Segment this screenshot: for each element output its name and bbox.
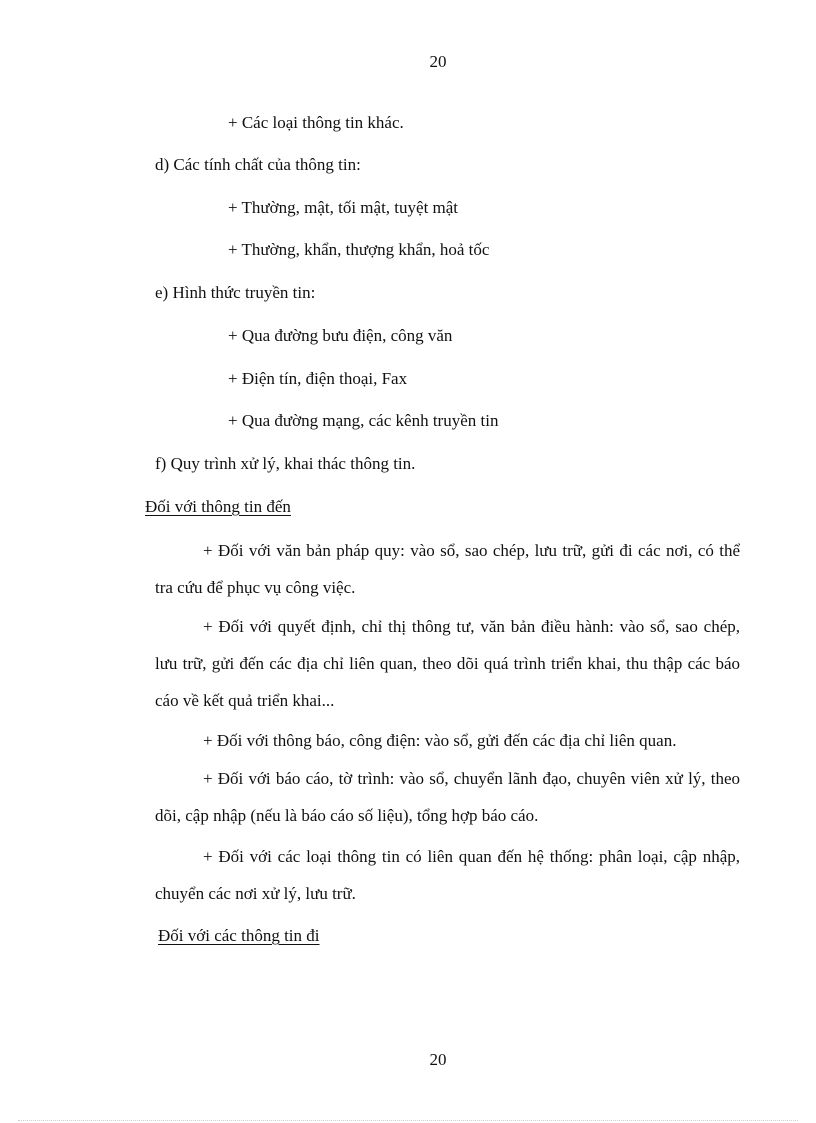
paragraph-text: + Đối với báo cáo, tờ trình: vào sổ, chuyển lãnh đạo, chuyên viên xử lý, theo dõi, cập nhập (nếu là báo cáo số liệu), tổng hợp báo cáo. xyxy=(155,769,740,825)
page-bottom-divider xyxy=(18,1120,798,1121)
bullet-urgency-levels: + Thường, khẩn, thượng khẩn, hoả tốc xyxy=(228,240,490,259)
paragraph-reports xyxy=(155,760,740,834)
paragraph-legal-docs xyxy=(155,532,740,606)
paragraph-text: + Đối với thông báo, công điện: vào sổ, gửi đến các địa chỉ liên quan. xyxy=(203,731,677,750)
page-number-header: 20 xyxy=(429,52,447,71)
heading-f-process: f) Quy trình xử lý, khai thác thông tin. xyxy=(155,454,416,473)
page-number-footer: 20 xyxy=(429,1050,447,1069)
heading-e-transmission: e) Hình thức truyền tin: xyxy=(155,283,316,302)
paragraph-decisions xyxy=(155,608,740,719)
paragraph-notices xyxy=(155,722,740,759)
paragraph-text: + Đối với quyết định, chỉ thị thông tư, văn bản điều hành: vào sổ, sao chép, lưu trữ, gửi đến các địa chỉ liên quan, theo dõi quá trình triển khai, thu thập các báo cáo về kết quả triển khai... xyxy=(155,617,740,710)
bullet-network: + Qua đường mạng, các kênh truyền tin xyxy=(228,411,499,430)
section-heading-incoming: Đối với thông tin đến xyxy=(145,497,291,516)
heading-d-properties: d) Các tính chất của thông tin: xyxy=(155,155,361,174)
bullet-other-info: + Các loại thông tin khác. xyxy=(228,113,404,132)
paragraph-system-info xyxy=(155,838,740,912)
paragraph-text: + Đối với văn bản pháp quy: vào sổ, sao chép, lưu trữ, gửi đi các nơi, có thể tra cứu để phục vụ công việc. xyxy=(155,541,740,597)
bullet-secrecy-levels: + Thường, mật, tối mật, tuyệt mật xyxy=(228,198,459,217)
section-heading-outgoing: Đối với các thông tin đi xyxy=(158,926,320,945)
bullet-telegraph: + Điện tín, điện thoại, Fax xyxy=(228,369,408,388)
bullet-postal: + Qua đường bưu điện, công văn xyxy=(228,326,453,345)
paragraph-text: + Đối với các loại thông tin có liên quan đến hệ thống: phân loại, cập nhập, chuyển các nơi xử lý, lưu trữ. xyxy=(155,847,740,903)
